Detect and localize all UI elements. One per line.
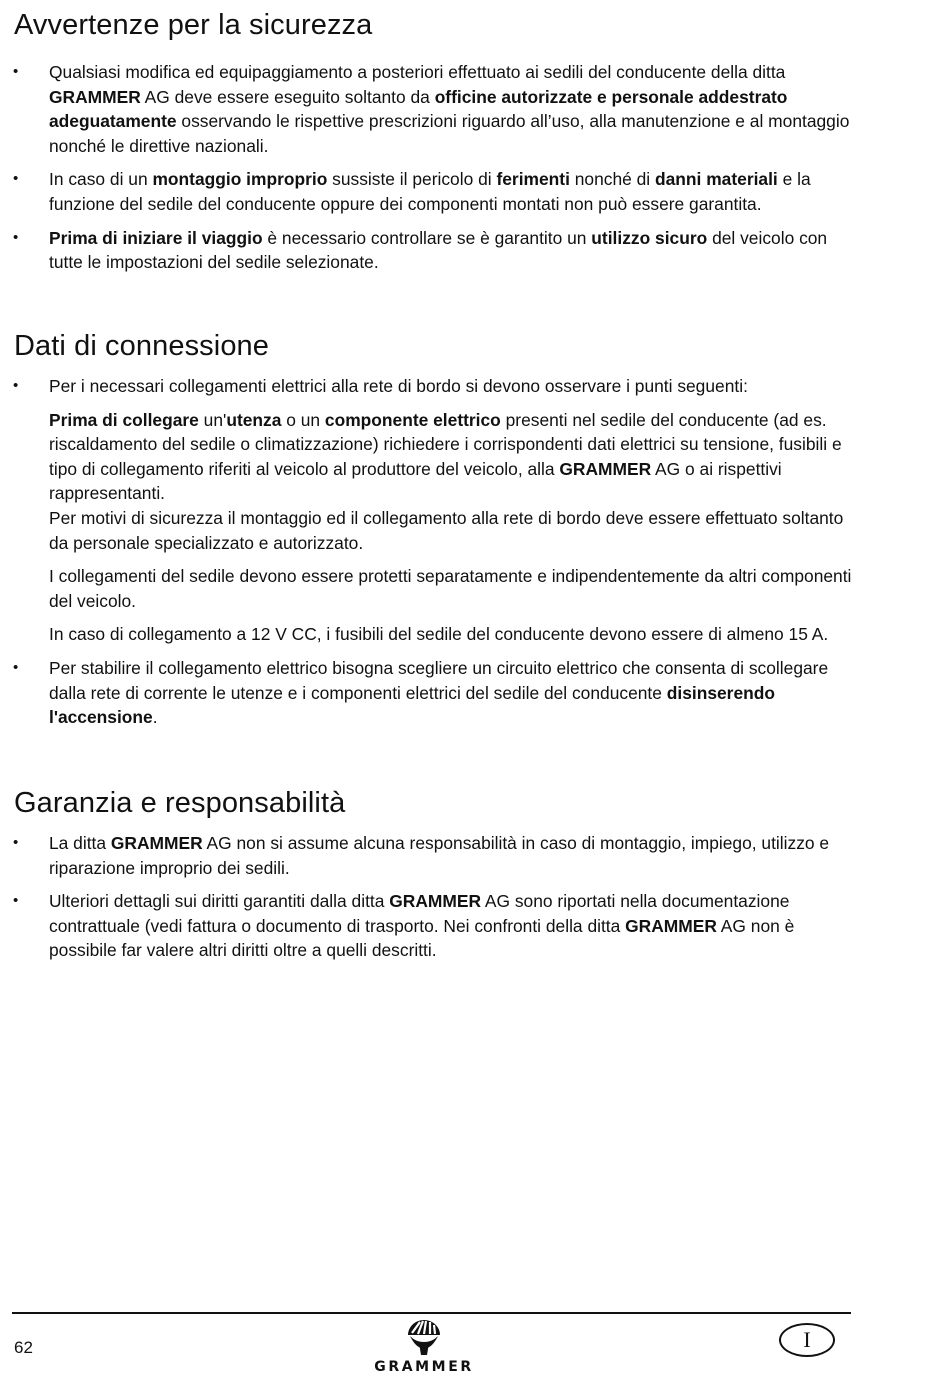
bold-text: componente elettrico bbox=[324, 409, 501, 430]
bold-text: danni materiali bbox=[655, 169, 778, 190]
text-run: nonché di bbox=[569, 169, 656, 190]
heading-safety-warnings: Avvertenze per la sicurezza bbox=[14, 9, 373, 41]
bold-text: disinserendo l'accensione bbox=[49, 682, 775, 728]
paragraph bbox=[0, 564, 854, 613]
text-run: sussiste il pericolo di bbox=[327, 169, 497, 190]
footer-divider bbox=[12, 1312, 851, 1314]
bullet-list bbox=[0, 60, 950, 275]
bold-text: GRAMMER bbox=[389, 891, 482, 912]
bold-text: GRAMMER bbox=[625, 915, 717, 936]
text-run: osservando le rispettive prescrizioni riguardo all’uso, alla manutenzione e al montaggio nonché le direttive nazionali. bbox=[49, 111, 850, 156]
paragraph bbox=[0, 622, 854, 647]
bold-text: GRAMMER bbox=[49, 86, 141, 107]
bullet-list bbox=[0, 831, 950, 963]
text-run: AG deve essere eseguito soltanto da bbox=[140, 86, 435, 107]
list-item bbox=[0, 374, 854, 399]
section-safety-warnings bbox=[0, 60, 950, 284]
text-run: Qualsiasi modifica ed equipaggiamento a posteriori effettuato ai sedili del conducente della ditta bbox=[49, 62, 786, 82]
text-run: o un bbox=[281, 409, 325, 430]
text-run: AG o ai rispettivi rappresentanti. bbox=[49, 458, 782, 504]
text-run: del veicolo con tutte le impostazioni del sedile selezionate. bbox=[49, 227, 828, 273]
bold-text: montaggio improprio bbox=[152, 169, 328, 190]
bullet-marker: • bbox=[13, 170, 19, 188]
text-run: e la funzione del sedile del conducente oppure dei componenti montati non può essere garantita. bbox=[49, 169, 811, 214]
bold-text: Prima di collegare bbox=[49, 409, 199, 430]
text-run: . bbox=[152, 707, 158, 728]
text-run: Per i necessari collegamenti elettrici alla rete di bordo si devono osservare i punti seguenti: bbox=[49, 376, 748, 396]
text-run: Per motivi di sicurezza il montaggio ed il collegamento alla rete di bordo deve essere effettuato soltanto da personale specializzato e autorizzato. bbox=[49, 507, 844, 553]
bold-text: GRAMMER bbox=[559, 458, 652, 479]
text-run: Ulteriori dettagli sui diritti garantiti dalla ditta bbox=[49, 891, 390, 912]
text-run: I collegamenti del sedile devono essere protetti separatamente e indipendentemente da altri componenti del veicolo. bbox=[49, 566, 852, 611]
logo-wordmark: GRAMMER bbox=[374, 1359, 474, 1375]
text-run: In caso di collegamento a 12 V CC, i fusibili del sedile del conducente devono essere di almeno 15 A. bbox=[49, 624, 829, 645]
page-number: 62 bbox=[14, 1338, 33, 1357]
list-item bbox=[0, 60, 854, 158]
bold-text: officine autorizzate e personale addestrato adeguatamente bbox=[49, 86, 788, 132]
bullet-marker: • bbox=[13, 658, 19, 676]
bold-text: GRAMMER bbox=[110, 833, 203, 853]
bullet-marker: • bbox=[13, 228, 19, 246]
section-warranty-liability bbox=[0, 831, 950, 972]
bullet-marker: • bbox=[13, 892, 19, 910]
paragraph bbox=[0, 408, 854, 556]
bold-text: utilizzo sicuro bbox=[591, 227, 708, 248]
language-badge: I bbox=[779, 1323, 835, 1357]
list-item bbox=[0, 831, 854, 880]
bullet-list bbox=[0, 656, 950, 730]
grammer-logo-icon bbox=[404, 1318, 444, 1356]
text-run: AG sono riportati nella documentazione contrattuale (vedi fattura o documento di trasporto. Nei confronti della ditta bbox=[49, 891, 790, 936]
section-connection-data bbox=[0, 374, 950, 739]
list-item bbox=[0, 226, 854, 275]
bold-text: Prima di iniziare il viaggio bbox=[49, 227, 263, 248]
text-run: La ditta bbox=[49, 833, 111, 853]
bullet-marker: • bbox=[13, 834, 19, 851]
list-item bbox=[0, 889, 854, 963]
bullet-list bbox=[0, 374, 950, 399]
grammer-logo bbox=[368, 1318, 480, 1375]
list-item bbox=[0, 167, 854, 216]
heading-warranty-liability: Garanzia e responsabilità bbox=[14, 787, 346, 819]
list-item bbox=[0, 656, 854, 730]
text-run: è necessario controllare se è garantito un bbox=[262, 227, 592, 248]
text-run: In caso di un bbox=[49, 169, 153, 190]
text-run: AG non si assume alcuna responsabilità in caso di montaggio, impiego, utilizzo e riparazione improprio dei sedili. bbox=[49, 833, 830, 878]
bold-text: utenza bbox=[226, 409, 282, 430]
bullet-marker: • bbox=[13, 377, 19, 394]
text-run: presenti nel sedile del conducente (ad es. riscaldamento del sedile o climatizzazione) richiedere i corrispondenti dati elettrici su tensione, fusibili e tipo di collegamento riferiti al veicolo al produttore del veicolo, alla bbox=[49, 409, 842, 479]
text-run: AG non è possibile far valere altri diritti oltre a quelli descritti. bbox=[49, 915, 795, 961]
text-run: Per stabilire il collegamento elettrico bisogna scegliere un circuito elettrico che consenta di scollegare dalla rete di corrente le utenze e i componenti elettrici del sedile del conducente bbox=[49, 657, 829, 703]
bullet-marker: • bbox=[13, 63, 19, 80]
bold-text: ferimenti bbox=[496, 169, 570, 190]
heading-connection-data: Dati di connessione bbox=[14, 330, 269, 362]
text-run: un' bbox=[198, 409, 227, 430]
